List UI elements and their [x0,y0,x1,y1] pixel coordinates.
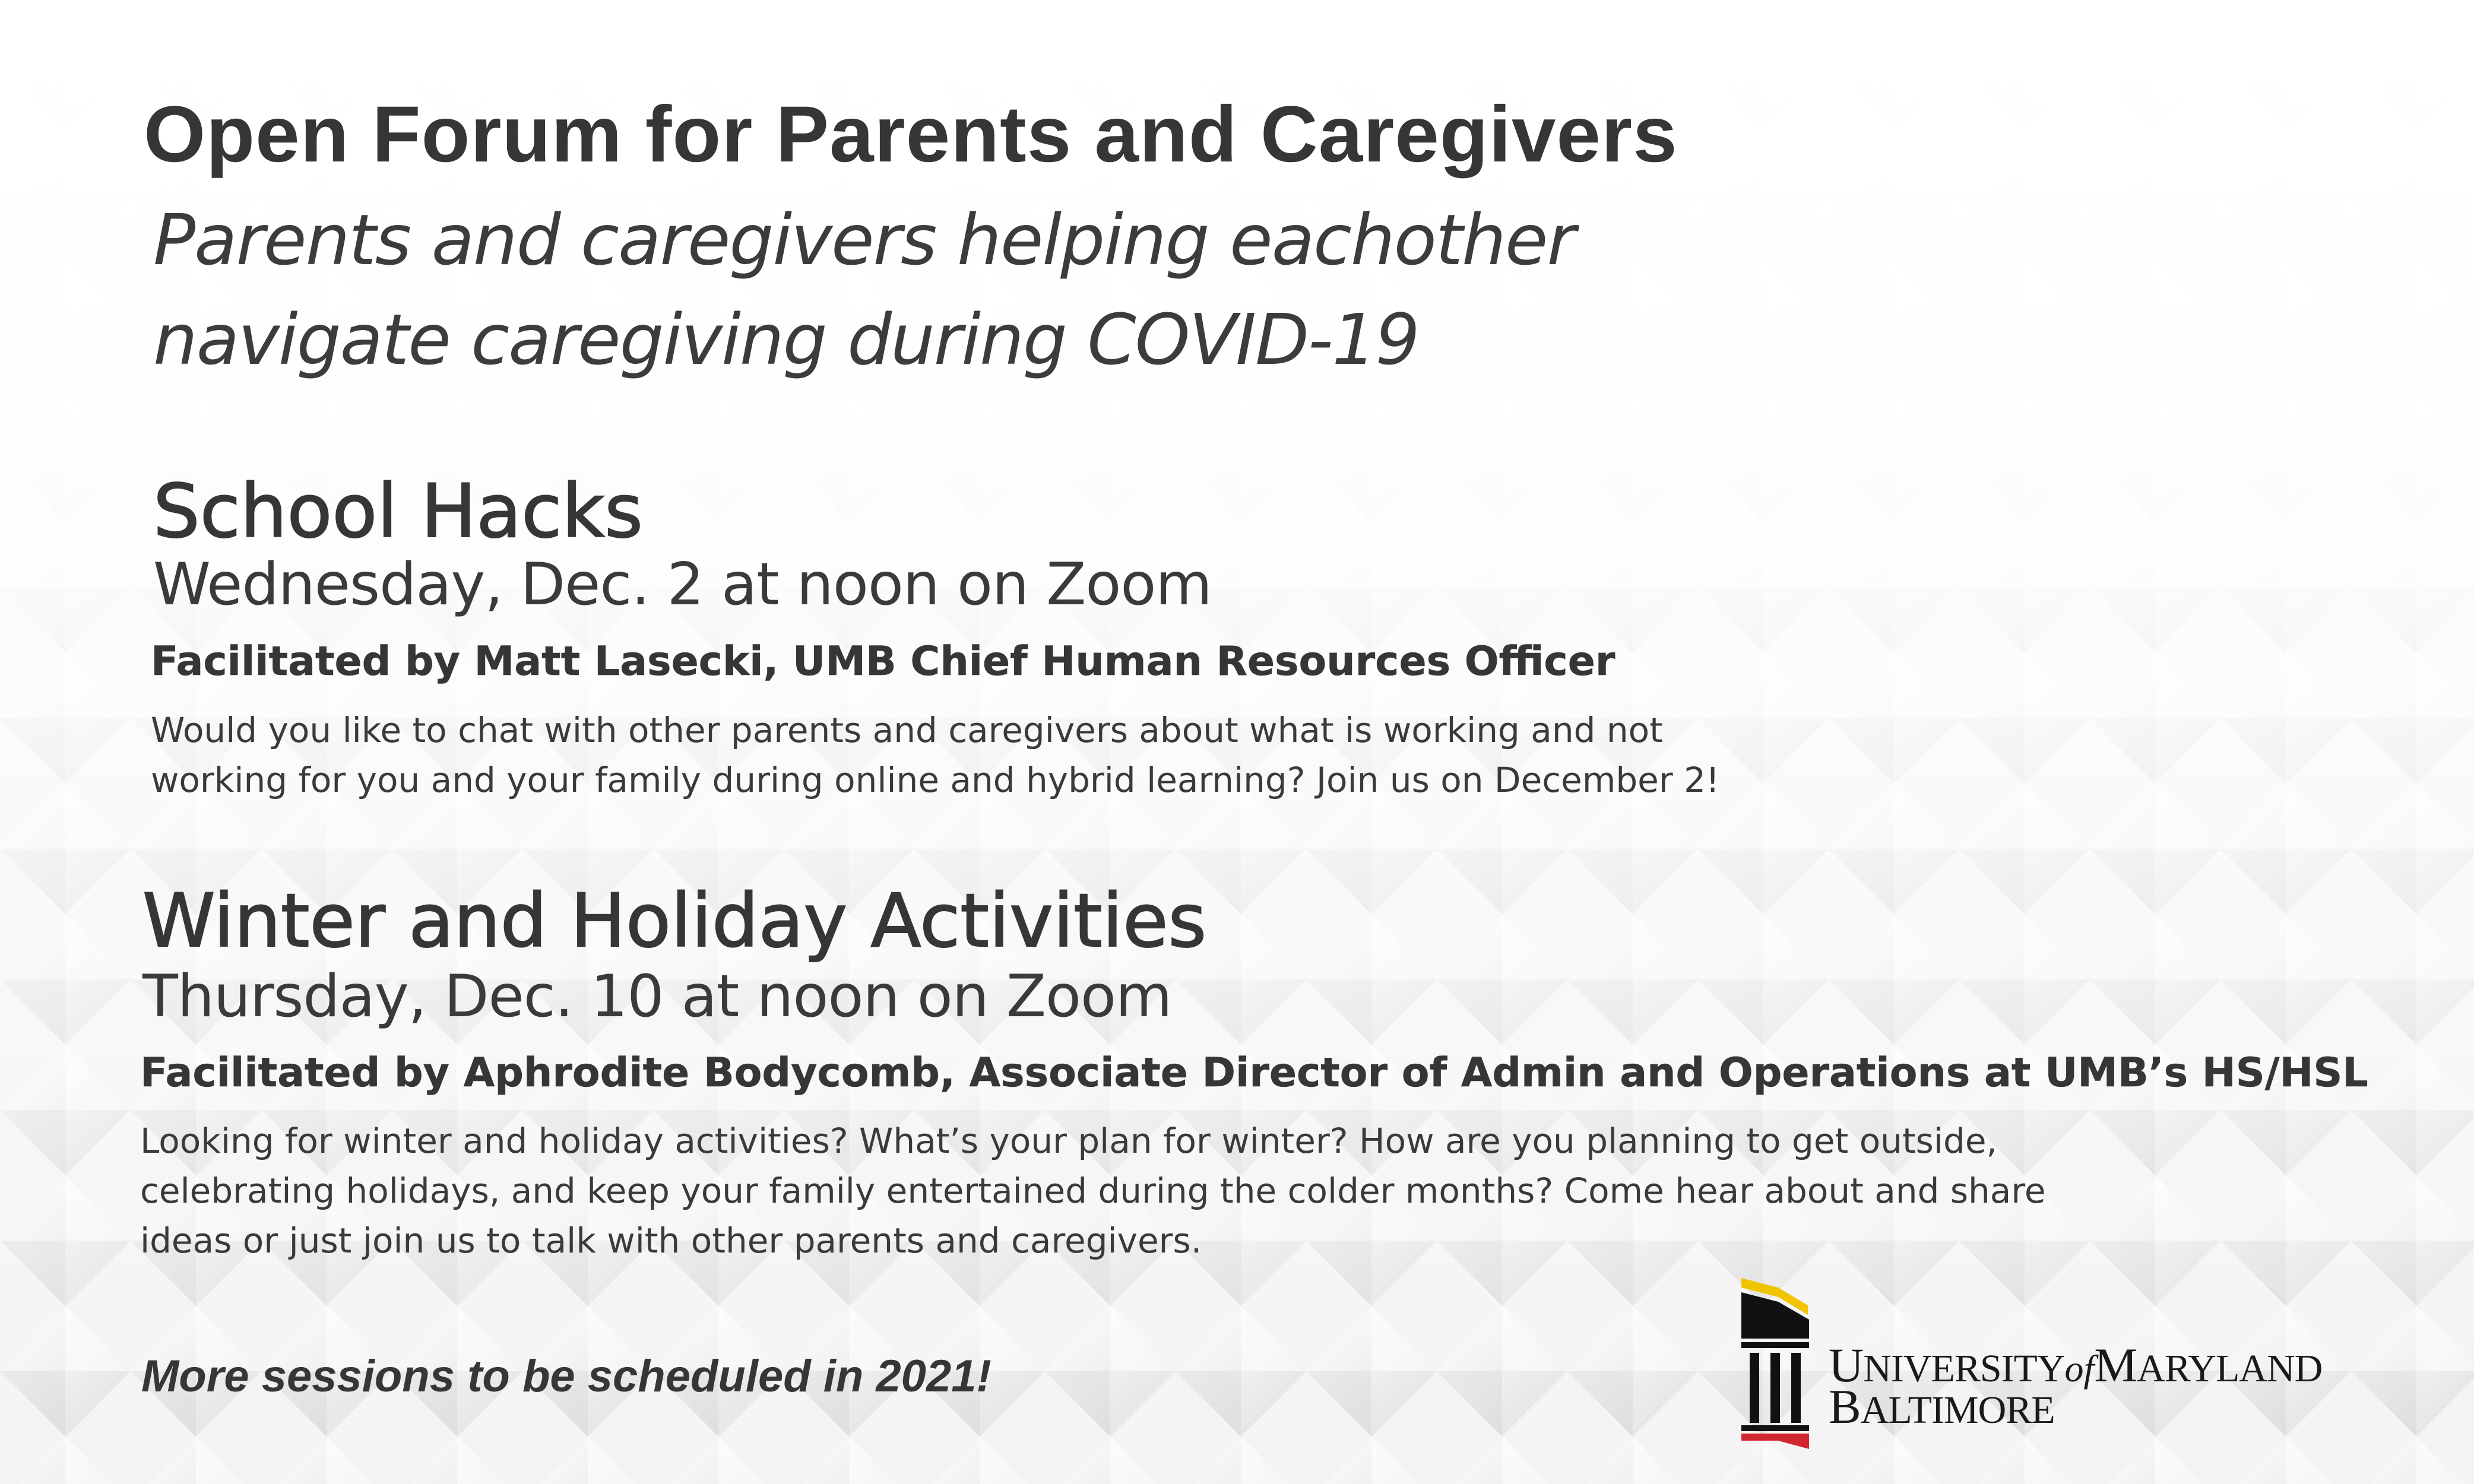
logo-wordmark-line-2 [1829,1379,2055,1435]
logo-letter: B [1829,1380,1861,1434]
session-description-line: ideas or just join us to talk with other parents and caregivers. [140,1220,1202,1261]
subtitle-line-1: Parents and caregivers helping eachother [153,199,1575,281]
logo-letter: U [1829,1338,1864,1392]
session-description-line: working for you and your family during online and hybrid learning? Join us on December 2! [151,760,1720,800]
session-title: School Hacks [153,469,643,554]
session-facilitator: Facilitated by Aphrodite Bodycomb, Associate Director of Admin and Operations at UMB’s HS/HSL [140,1049,2368,1096]
subtitle-line-2: navigate caregiving during COVID-19 [153,299,1419,380]
logo-letters: NIVERSITY [1863,1347,2065,1390]
session-facilitator: Facilitated by Matt Lasecki, UMB Chief Human Resources Officer [151,638,1615,685]
logo-letters: ARYLAND [2137,1347,2323,1390]
page-title: Open Forum for Parents and Caregivers [144,90,1678,179]
session-date: Wednesday, Dec. 2 at noon on Zoom [153,551,1212,619]
logo-of: of [2064,1347,2095,1390]
session-title: Winter and Holiday Activities [142,879,1207,964]
session-description-line: celebrating holidays, and keep your family entertained during the colder months? Come hear about and share [140,1171,2046,1211]
session-description-line: Looking for winter and holiday activities? What’s your plan for winter? How are you planning to get outside, [140,1121,1997,1161]
footer-note: More sessions to be scheduled in 2021! [141,1351,991,1401]
umb-logo [1737,1273,2431,1451]
umb-columns-icon [1737,1273,1814,1451]
logo-letters: ALTIMORE [1860,1388,2055,1432]
session-date: Thursday, Dec. 10 at noon on Zoom [142,963,1172,1030]
session-description-line: Would you like to chat with other parents and caregivers about what is working and not [151,710,1663,750]
logo-letter: M [2094,1338,2137,1392]
